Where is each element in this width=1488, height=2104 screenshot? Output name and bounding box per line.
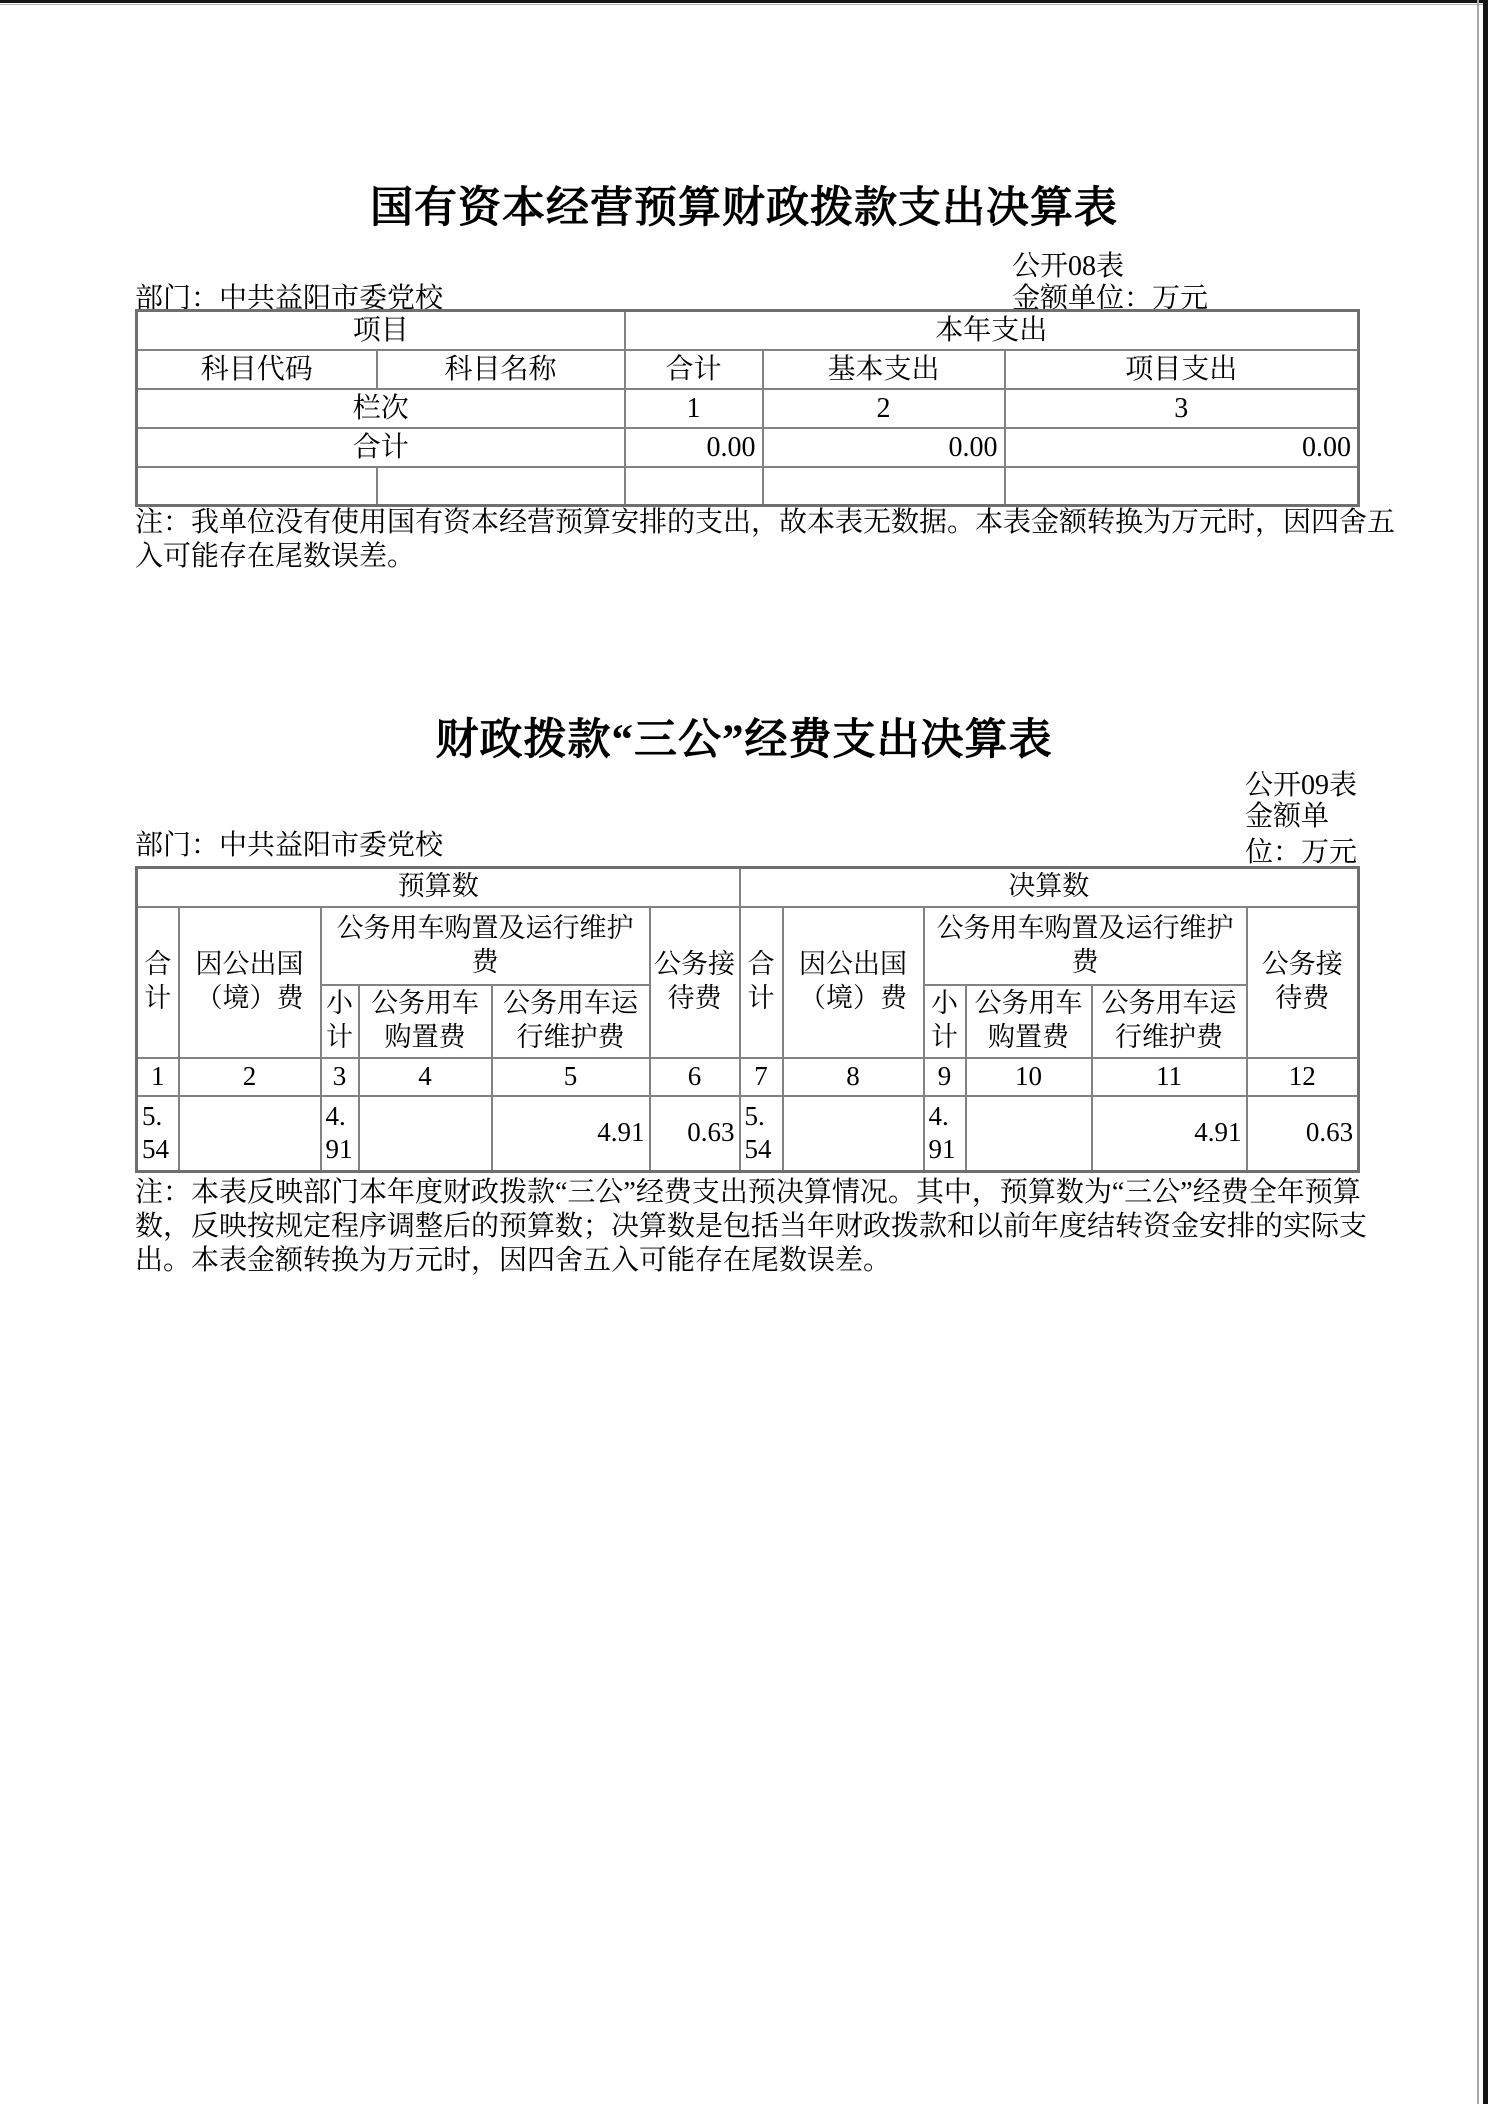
header-abroad-final: 因公出国（境）费 [783,907,924,1058]
header-year-expense: 本年支出 [625,311,1359,350]
table-row [137,428,1359,467]
column-number: 2 [179,1058,321,1096]
page-right-edge [1483,0,1488,2104]
table-row [137,311,1359,350]
header-operate-budget: 公务用车运行维护费 [492,985,650,1058]
value-purchase-final [966,1096,1092,1172]
page-right-edge-line [1477,0,1479,2104]
header-subject-name: 科目名称 [377,350,625,389]
table-row [137,907,1359,985]
value-abroad-final [783,1096,924,1172]
column-number: 8 [783,1058,924,1096]
section1-title: 国有资本经营预算财政拨款支出决算表 [370,185,1118,232]
state-capital-expense-table [135,309,1360,507]
header-subtotal-final: 小计 [924,985,966,1058]
page-top-edge [0,0,1488,3]
empty-cell [377,467,625,506]
column-number: 10 [966,1058,1092,1096]
value-operate-final: 4.91 [1092,1096,1247,1172]
table-row [137,389,1359,428]
header-purchase-final: 公务用车购置费 [966,985,1092,1058]
column-number: 4 [359,1058,492,1096]
table-row [137,868,1359,907]
header-vehicle-final: 公务用车购置及运行维护费 [924,907,1247,985]
three-public-expense-table [135,866,1360,1173]
column-number: 3 [321,1058,359,1096]
header-total: 合计 [625,350,763,389]
value-abroad-budget [179,1096,321,1172]
total-value: 0.00 [625,428,763,467]
section1-department: 部门：中共益阳市委党校 [135,283,444,314]
header-abroad-budget: 因公出国（境）费 [179,907,321,1058]
section1-unit: 金额单位：万元 [1012,283,1209,314]
section2-department: 部门：中共益阳市委党校 [135,830,444,861]
total-value: 0.00 [763,428,1005,467]
column-number: 6 [650,1058,740,1096]
value-reception-final: 0.63 [1247,1096,1359,1172]
header-reception-budget: 公务接待费 [650,907,740,1058]
column-number: 11 [1092,1058,1247,1096]
value-reception-budget: 0.63 [650,1096,740,1172]
section2-form-code: 公开09表 [1245,770,1358,801]
empty-cell [137,467,377,506]
value-total-final: 5.54 [740,1096,783,1172]
table-row [137,467,1359,506]
header-purchase-budget: 公务用车购置费 [359,985,492,1058]
total-value: 0.00 [1005,428,1359,467]
value-operate-budget: 4.91 [492,1096,650,1172]
table-row [137,350,1359,389]
table-row [137,1058,1359,1096]
column-number: 7 [740,1058,783,1096]
header-total-final: 合计 [740,907,783,1058]
column-index: 3 [1005,389,1359,428]
column-index: 1 [625,389,763,428]
column-index-label: 栏次 [137,389,625,428]
group-header-final: 决算数 [740,868,1359,907]
column-number: 12 [1247,1058,1359,1096]
header-vehicle-budget: 公务用车购置及运行维护费 [321,907,650,985]
section2-title: 财政拨款“三公”经费支出决算表 [435,717,1053,764]
group-header-budget: 预算数 [137,868,740,907]
header-item-expense: 项目支出 [1005,350,1359,389]
column-number: 5 [492,1058,650,1096]
value-purchase-budget [359,1096,492,1172]
table-row [137,1096,1359,1172]
section2-note: 注：本表反映部门本年度财政拨款“三公”经费支出预决算情况。其中，预算数为“三公”经费全年预算数，反映按规定程序调整后的预算数；决算数是包括当年财政拨款和以前年度结转资金安排的实际支出。本表金额转换为万元时，因四舍五入可能存在尾数误差。 [135,1177,1368,1276]
page-top-edge-line [0,4,1488,5]
column-number: 1 [137,1058,179,1096]
value-subtotal-final: 4.91 [924,1096,966,1172]
header-basic-expense: 基本支出 [763,350,1005,389]
header-operate-final: 公务用车运行维护费 [1092,985,1247,1058]
value-subtotal-budget: 4.91 [321,1096,359,1172]
header-total-budget: 合计 [137,907,179,1058]
header-project: 项目 [137,311,625,350]
column-index: 2 [763,389,1005,428]
total-row-label: 合计 [137,428,625,467]
empty-cell [1005,467,1359,506]
section1-form-code: 公开08表 [1012,251,1125,282]
section2-unit: 金额单位：万元 [1245,801,1358,868]
empty-cell [763,467,1005,506]
empty-cell [625,467,763,506]
header-subtotal-budget: 小计 [321,985,359,1058]
header-subject-code: 科目代码 [137,350,377,389]
section1-note: 注：我单位没有使用国有资本经营预算安排的支出，故本表无数据。本表金额转换为万元时，因四舍五入可能存在尾数误差。 [135,507,1396,572]
value-total-budget: 5.54 [137,1096,179,1172]
header-reception-final: 公务接待费 [1247,907,1359,1058]
column-number: 9 [924,1058,966,1096]
